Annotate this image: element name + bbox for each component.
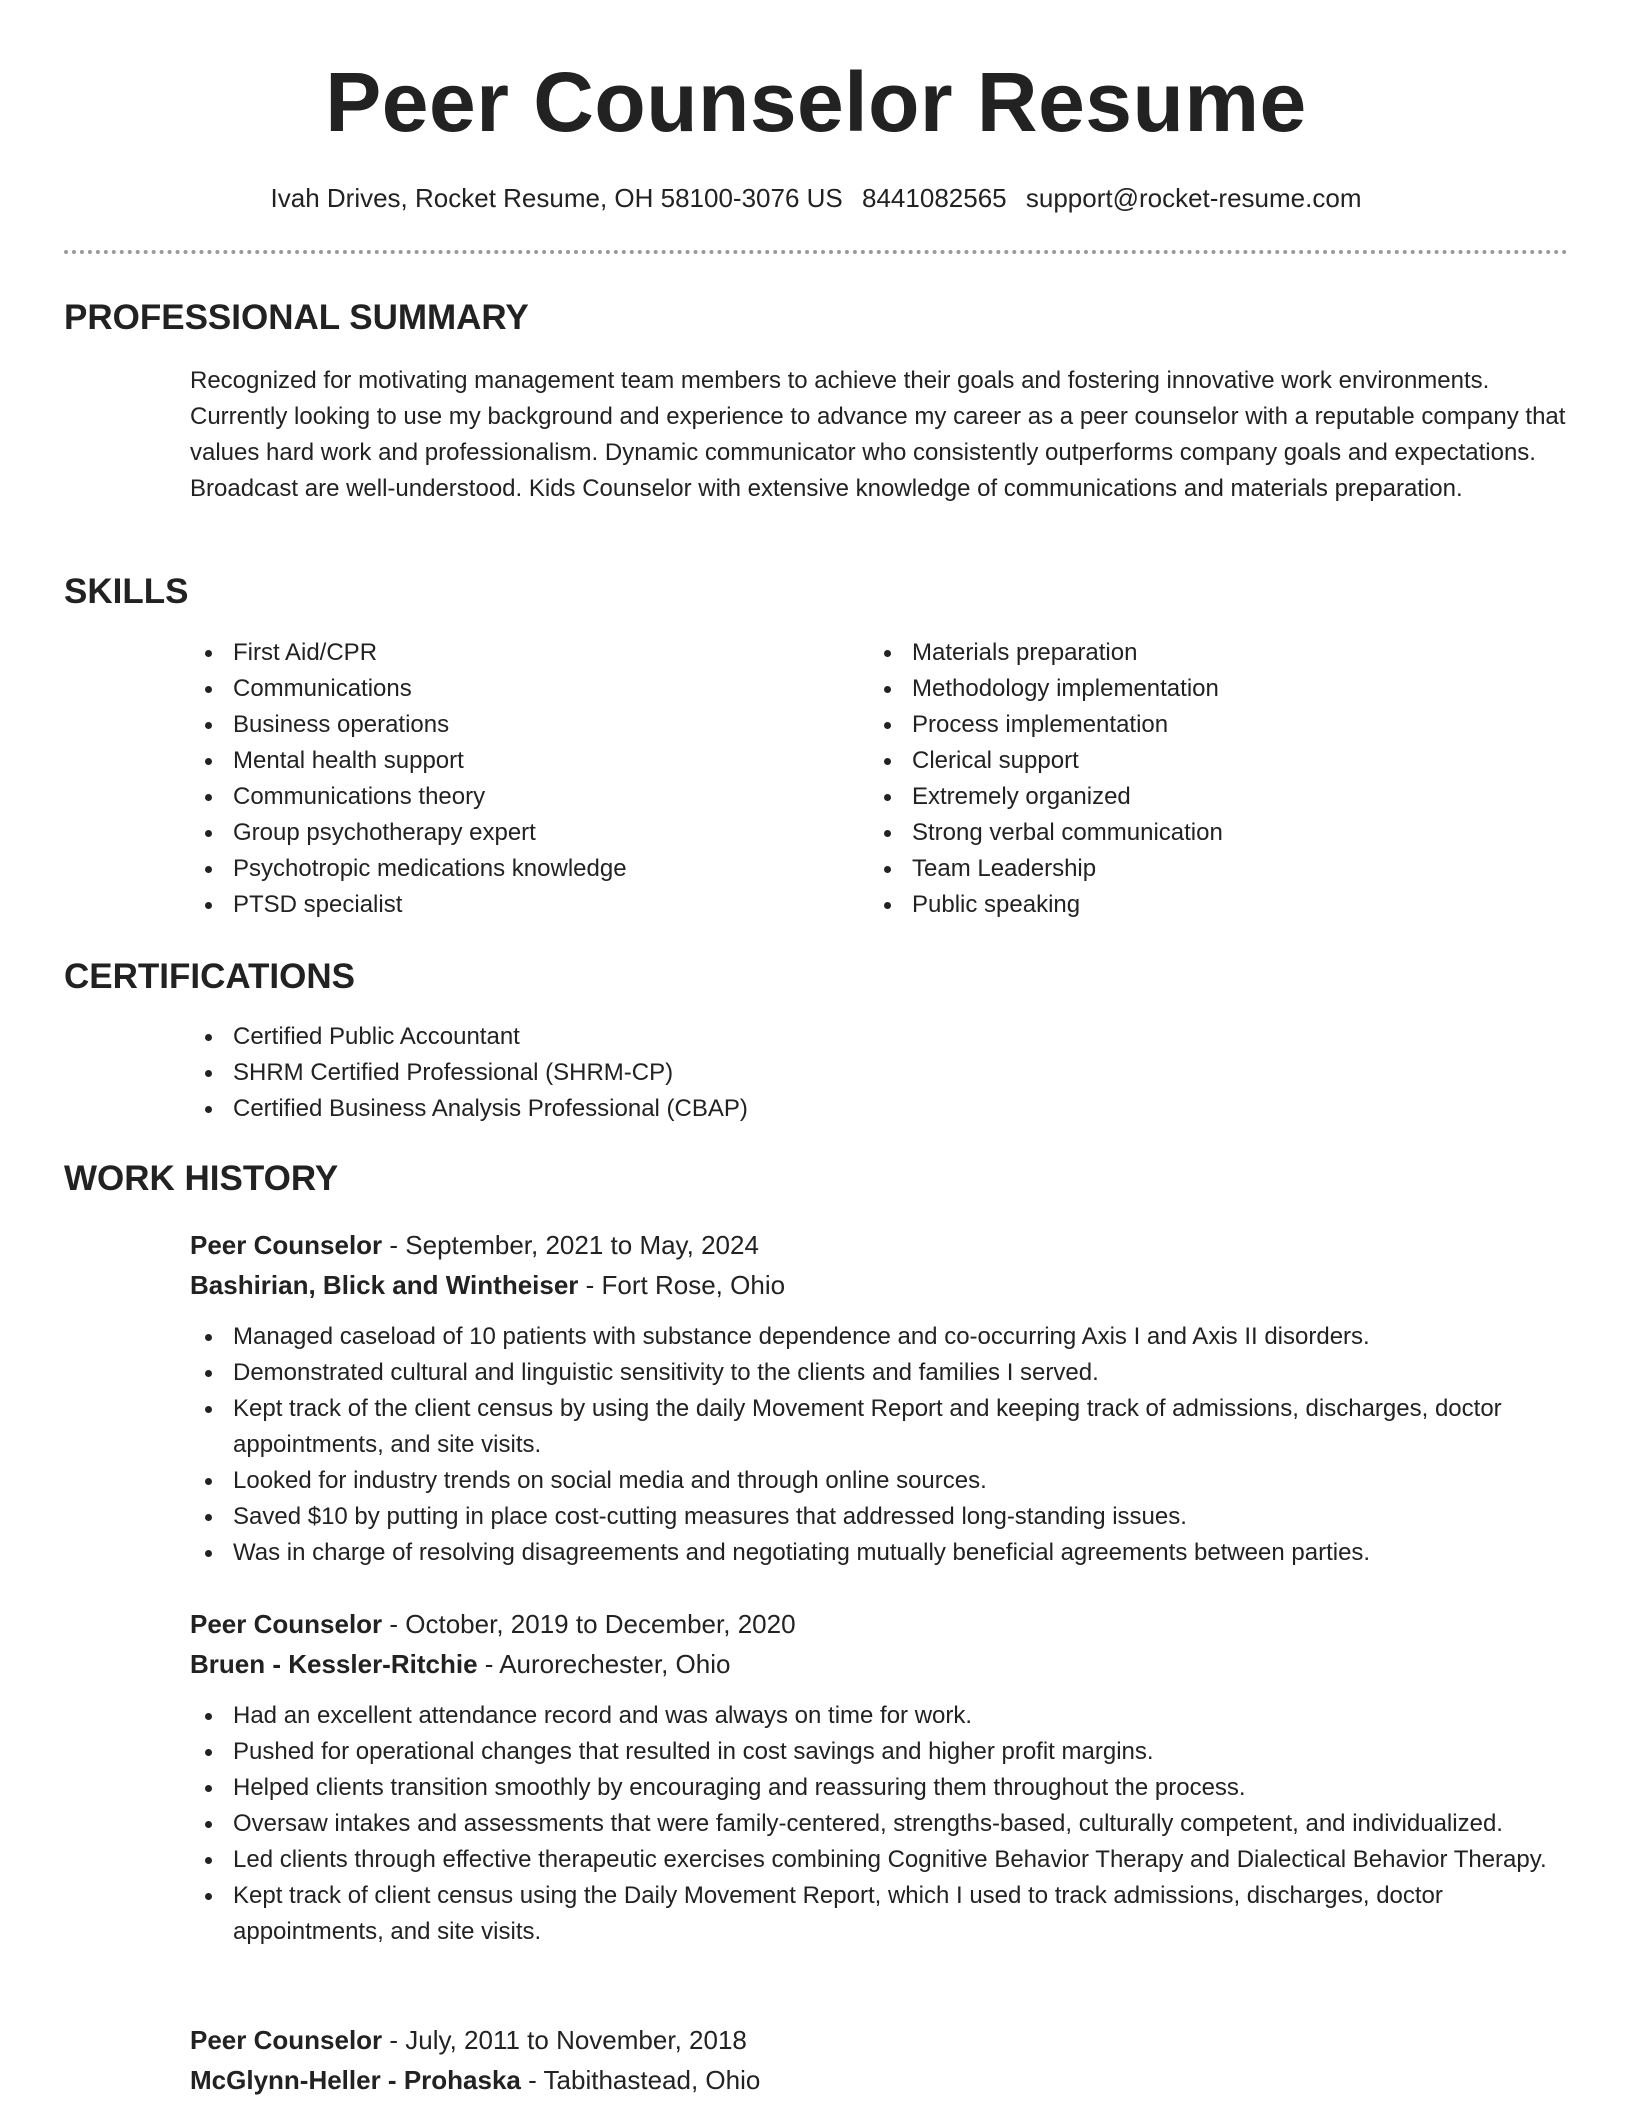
skill-item: Strong verbal communication xyxy=(869,815,1489,851)
skill-item: Business operations xyxy=(190,707,810,743)
skill-item: Team Leadership xyxy=(869,851,1489,887)
skill-item: First Aid/CPR xyxy=(190,635,810,671)
job-bullet: Helped clients transition smoothly by encouraging and reassuring them throughout the process. xyxy=(190,1770,1570,1806)
job-company-line xyxy=(190,1644,1570,1684)
skill-item: Clerical support xyxy=(869,743,1489,779)
summary-heading: PROFESSIONAL SUMMARY xyxy=(64,298,529,337)
skill-item: Process implementation xyxy=(869,707,1489,743)
job-title-line xyxy=(190,2020,1570,2060)
certification-item: SHRM Certified Professional (SHRM-CP) xyxy=(190,1055,1490,1091)
skill-item: Communications theory xyxy=(190,779,810,815)
job-dates: - September, 2021 to May, 2024 xyxy=(382,1230,759,1260)
job-location: - Fort Rose, Ohio xyxy=(578,1270,786,1300)
job-bullet: Was in charge of resolving disagreements and negotiating mutually beneficial agreements between parties. xyxy=(190,1535,1570,1571)
job-bullet: Oversaw intakes and assessments that were family-centered, strengths-based, culturally competent, and individualized. xyxy=(190,1806,1570,1842)
job-bullet: Pushed for operational changes that resulted in cost savings and higher profit margins. xyxy=(190,1734,1570,1770)
skills-list-right xyxy=(869,635,1489,923)
skill-item: PTSD specialist xyxy=(190,887,810,923)
contact-email: support@rocket-resume.com xyxy=(1025,183,1362,213)
summary-section xyxy=(64,296,1568,340)
job-bullet: Led clients through effective therapeutic exercises combining Cognitive Behavior Therapy and Dialectical Behavior Therapy. xyxy=(190,1842,1570,1878)
job-company: Bruen - Kessler-Ritchie xyxy=(190,1649,478,1679)
job-company: Bashirian, Blick and Wintheiser xyxy=(190,1270,579,1300)
job-bullet: Kept track of client census using the Daily Movement Report, which I used to track admissions, discharges, doctor appointments, and site visits. xyxy=(190,1878,1570,1950)
job-dates: - July, 2011 to November, 2018 xyxy=(382,2025,747,2055)
skill-item: Methodology implementation xyxy=(869,671,1489,707)
certifications-list xyxy=(190,1019,1490,1127)
skill-item: Mental health support xyxy=(190,743,810,779)
skill-item: Public speaking xyxy=(869,887,1489,923)
job-bullets xyxy=(190,1319,1570,1571)
certifications-section xyxy=(64,955,1568,999)
skill-item: Group psychotherapy expert xyxy=(190,815,810,851)
job-company-line xyxy=(190,1265,1570,1305)
certification-item: Certified Public Accountant xyxy=(190,1019,1490,1055)
job-bullets xyxy=(190,1698,1570,1950)
job-title-line xyxy=(190,1604,1570,1644)
skill-item: Extremely organized xyxy=(869,779,1489,815)
job-bullet: Managed caseload of 10 patients with substance dependence and co-occurring Axis I and Axis II disorders. xyxy=(190,1319,1570,1355)
job-title: Peer Counselor xyxy=(190,1609,383,1639)
skills-section xyxy=(64,570,1568,614)
job-title: Peer Counselor xyxy=(190,1230,383,1260)
job-location: - Aurorechester, Ohio xyxy=(477,1649,731,1679)
job-title-line xyxy=(190,1225,1570,1265)
work-history-section xyxy=(64,1157,1568,1201)
job-entry xyxy=(190,1225,1570,1305)
job-bullet: Kept track of the client census by using the daily Movement Report and keeping track of admissions, discharges, doctor appointments, and site visits. xyxy=(190,1391,1570,1463)
skill-item: Psychotropic medications knowledge xyxy=(190,851,810,887)
skill-item: Communications xyxy=(190,671,810,707)
job-entry xyxy=(190,2020,1570,2100)
resume-title: Peer Counselor Resume xyxy=(325,55,1307,149)
summary-text: Recognized for motivating management team members to achieve their goals and fostering innovative work environments. Currently looking to use my background and experience to advance my career as a peer counselor with a reputable company that values hard work and professionalism. Dynamic communicator who consistently outperforms company goals and expectations. Broadcast are well-understood. Kids Counselor with extensive knowledge of communications and materials preparation. xyxy=(190,367,1566,502)
work-history-heading: WORK HISTORY xyxy=(64,1159,339,1198)
job-company-line xyxy=(190,2060,1570,2100)
skills-heading: SKILLS xyxy=(64,572,189,611)
job-location: - Tabithastead, Ohio xyxy=(520,2065,761,2095)
job-bullet: Demonstrated cultural and linguistic sensitivity to the clients and families I served. xyxy=(190,1355,1570,1391)
job-entry xyxy=(190,1604,1570,1684)
job-company: McGlynn-Heller - Prohaska xyxy=(190,2065,521,2095)
job-dates: - October, 2019 to December, 2020 xyxy=(382,1609,796,1639)
certification-item: Certified Business Analysis Professional (CBAP) xyxy=(190,1091,1490,1127)
contact-phone: 8441082565 xyxy=(862,183,1007,213)
header-divider xyxy=(64,250,1568,254)
job-bullet: Had an excellent attendance record and was always on time for work. xyxy=(190,1698,1570,1734)
job-bullet: Looked for industry trends on social media and through online sources. xyxy=(190,1463,1570,1499)
contact-address: Ivah Drives, Rocket Resume, OH 58100-3076 US xyxy=(270,183,843,213)
skills-list-left xyxy=(190,635,810,923)
certifications-heading: CERTIFICATIONS xyxy=(64,957,356,996)
job-bullet: Saved $10 by putting in place cost-cutting measures that addressed long-standing issues. xyxy=(190,1499,1570,1535)
contact-line xyxy=(0,178,1632,218)
skill-item: Materials preparation xyxy=(869,635,1489,671)
job-title: Peer Counselor xyxy=(190,2025,383,2055)
